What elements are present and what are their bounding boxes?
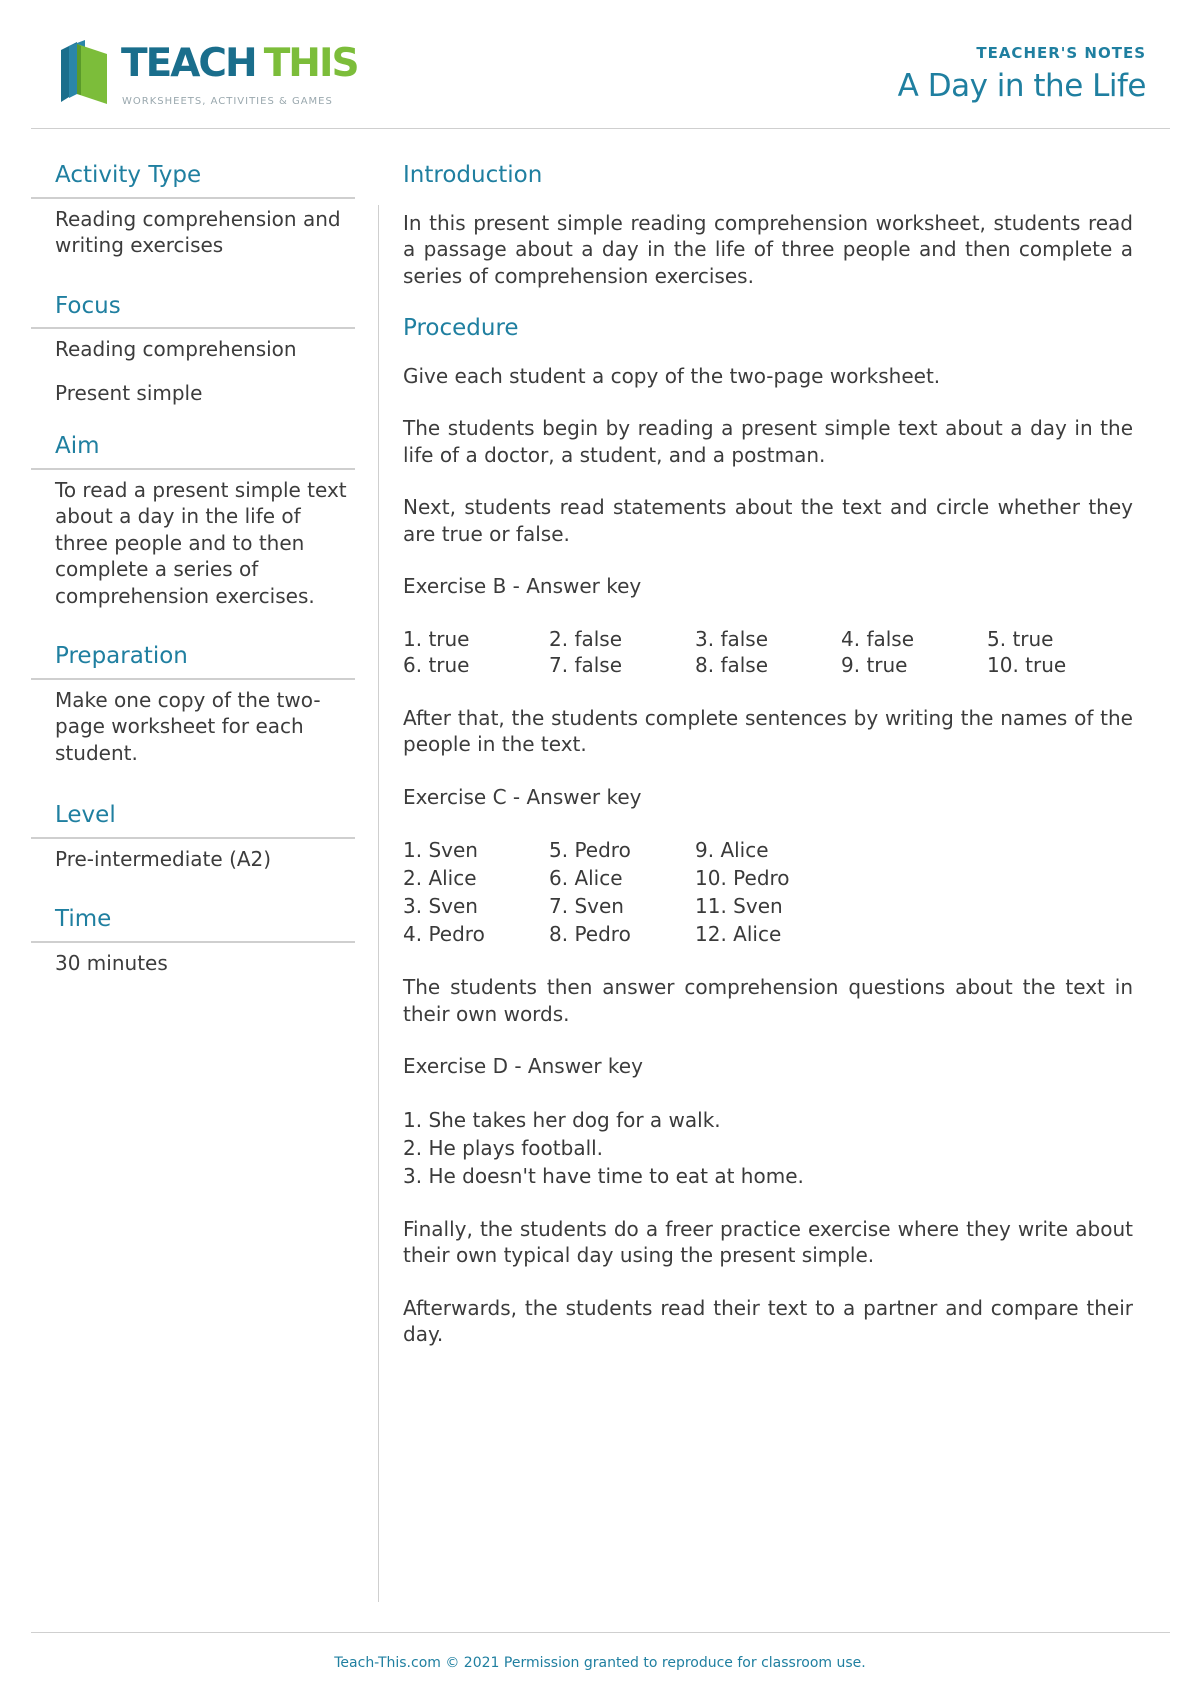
answer-item: 3. He doesn't have time to eat at home. bbox=[403, 1163, 804, 1188]
answer-item: 1. She takes her dog for a walk. bbox=[403, 1107, 721, 1132]
column-divider bbox=[378, 205, 379, 1602]
answer-item: 9. true bbox=[841, 653, 908, 678]
procedure-heading: Procedure bbox=[403, 315, 519, 342]
sidebar-text: Make one copy of the two-page worksheet for each student. bbox=[55, 687, 321, 765]
answer-item: 2. Alice bbox=[403, 866, 477, 891]
book-logo-icon bbox=[55, 40, 115, 108]
header-kicker: TEACHER'S NOTES bbox=[976, 44, 1146, 62]
procedure-paragraph: The students then answer comprehension questions about the text in their own words. bbox=[403, 975, 1133, 1026]
answer-item: 1. Sven bbox=[403, 838, 478, 863]
answer-item: 2. false bbox=[549, 626, 623, 651]
answer-item: 1. true bbox=[403, 626, 470, 651]
procedure-paragraph: Give each student a copy of the two-page worksheet. bbox=[403, 363, 941, 388]
exercise-c-label: Exercise C - Answer key bbox=[403, 784, 642, 809]
footer-divider bbox=[31, 1632, 1170, 1633]
sidebar-heading: Activity Type bbox=[31, 158, 355, 199]
exercise-b-label: Exercise B - Answer key bbox=[403, 574, 642, 599]
introduction-text: In this present simple reading comprehension worksheet, students read a passage about a day in the life of three people and then complete a series of comprehension exercises. bbox=[403, 210, 1133, 288]
answer-item: 4. Pedro bbox=[403, 922, 485, 947]
sidebar-text: Reading comprehension bbox=[55, 337, 297, 362]
sidebar-section-level bbox=[31, 798, 355, 872]
procedure-paragraph: Afterwards, the students read their text to a partner and compare their day. bbox=[403, 1295, 1133, 1347]
sidebar-text: 30 minutes bbox=[55, 951, 168, 976]
sidebar-heading: Preparation bbox=[31, 639, 355, 680]
sidebar bbox=[31, 158, 355, 996]
brand-tagline: WORKSHEETS, ACTIVITIES & GAMES bbox=[122, 96, 333, 107]
sidebar-section-activity-type bbox=[31, 158, 355, 259]
document-title: A Day in the Life bbox=[897, 68, 1146, 104]
answer-item: 10. true bbox=[987, 653, 1067, 678]
sidebar-section-focus bbox=[31, 289, 355, 407]
header-divider bbox=[31, 128, 1170, 129]
footer-copyright: Teach-This.com © 2021 Permission granted to reproduce for classroom use. bbox=[334, 1655, 866, 1671]
answer-item: 7. false bbox=[549, 653, 623, 678]
answer-item: 11. Sven bbox=[695, 894, 783, 919]
sidebar-heading: Aim bbox=[31, 429, 355, 470]
sidebar-text: Present simple bbox=[55, 380, 203, 405]
sidebar-text: Pre-intermediate (A2) bbox=[55, 846, 272, 871]
main-content bbox=[403, 158, 1133, 1374]
answer-item: 12. Alice bbox=[695, 922, 782, 947]
brand-wordmark bbox=[121, 41, 358, 86]
answer-item: 5. Pedro bbox=[549, 838, 631, 863]
answer-item: 8. false bbox=[695, 653, 769, 678]
sidebar-heading: Level bbox=[31, 798, 355, 839]
answer-item: 10. Pedro bbox=[695, 866, 790, 891]
introduction-heading: Introduction bbox=[403, 162, 543, 188]
sidebar-heading: Time bbox=[31, 902, 355, 943]
exercise-d-label: Exercise D - Answer key bbox=[403, 1054, 643, 1079]
answer-item: 8. Pedro bbox=[549, 922, 631, 947]
answer-item: 5. true bbox=[987, 626, 1054, 651]
procedure-paragraph: Finally, the students do a freer practice exercise where they write about their own typical day using the present simple. bbox=[403, 1216, 1133, 1268]
sidebar-text: Reading comprehension and writing exercises bbox=[55, 206, 341, 258]
procedure-paragraph: After that, the students complete sentences by writing the names of the people in the text. bbox=[403, 705, 1133, 757]
answer-item: 6. true bbox=[403, 653, 470, 678]
answer-item: 4. false bbox=[841, 626, 915, 651]
procedure-paragraph: Next, students read statements about the text and circle whether they are true or false. bbox=[403, 495, 1133, 546]
sidebar-text: To read a present simple text about a day in the life of three people and to then complete a series of comprehension exercises. bbox=[55, 477, 347, 608]
sidebar-section-time bbox=[31, 902, 355, 976]
sidebar-heading: Focus bbox=[31, 289, 355, 330]
document-header bbox=[898, 44, 1146, 104]
answer-item: 6. Alice bbox=[549, 866, 623, 891]
answer-item: 3. false bbox=[695, 626, 769, 651]
exercise-b-answer-key bbox=[403, 626, 1133, 679]
exercise-c-answer-key bbox=[403, 836, 1133, 948]
brand-this: THIS bbox=[263, 41, 358, 86]
sidebar-section-preparation bbox=[31, 639, 355, 766]
exercise-d-answer-key bbox=[403, 1106, 1133, 1190]
answer-item: 7. Sven bbox=[549, 894, 624, 919]
answer-item: 2. He plays football. bbox=[403, 1135, 604, 1160]
answer-item: 9. Alice bbox=[695, 838, 769, 863]
procedure-paragraph: The students begin by reading a present simple text about a day in the life of a doctor, a student, and a postman. bbox=[403, 416, 1133, 467]
sidebar-section-aim bbox=[31, 429, 355, 609]
answer-item: 3. Sven bbox=[403, 894, 478, 919]
brand-logo bbox=[55, 38, 358, 110]
brand-teach: TEACH bbox=[121, 41, 256, 86]
